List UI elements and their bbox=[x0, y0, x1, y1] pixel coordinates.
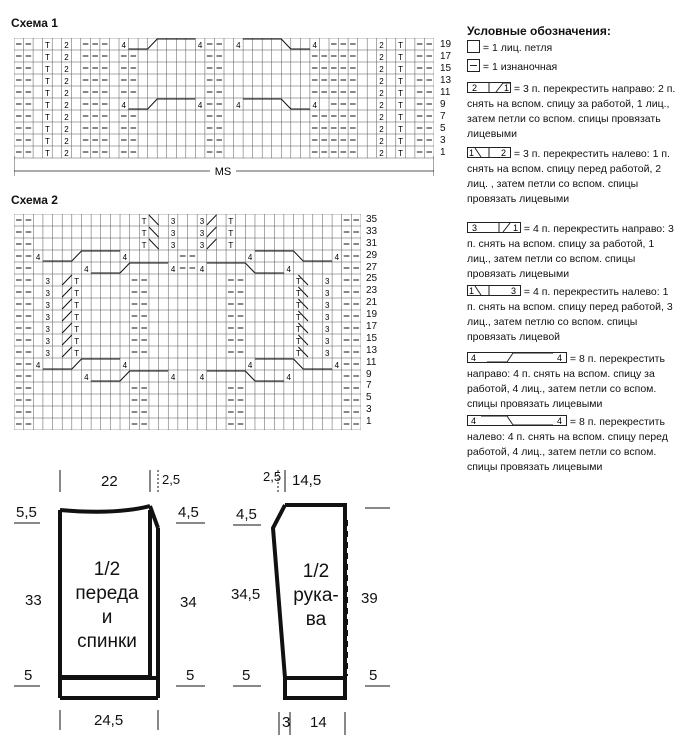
row-number: 23 bbox=[366, 285, 378, 297]
legend-item-text: = 8 п. перекрестить направо: 4 п. снять на вспом. спицу за работой, 4 лиц., затем петли со вспом. спицы провязать лицевыми bbox=[467, 353, 665, 410]
row-number: 25 bbox=[366, 273, 378, 285]
cable-line bbox=[281, 39, 291, 49]
cell-label: 3 bbox=[45, 325, 50, 334]
row-number: 3 bbox=[366, 404, 372, 416]
cell-label: T bbox=[44, 113, 50, 122]
row-number: 15 bbox=[366, 332, 378, 344]
cable-line bbox=[62, 299, 72, 309]
cable-line bbox=[148, 39, 158, 49]
cell-label: T bbox=[44, 125, 50, 134]
cell-label: 4 bbox=[121, 101, 126, 110]
body-right-height: 34 bbox=[180, 594, 197, 611]
cell-label: T bbox=[228, 229, 234, 238]
scheme1-chart bbox=[14, 38, 434, 188]
cell-label: T bbox=[295, 301, 301, 310]
cell-label: 2 bbox=[64, 89, 69, 98]
ms-label: MS bbox=[214, 166, 232, 178]
cell-label: T bbox=[398, 77, 404, 86]
legend-item-text: = 4 п. перекрестить налево: 1 п. снять на вспом. спицу перед работой, 3 лиц., затем петлю со вспом. спицы провязать лицевой bbox=[467, 286, 673, 343]
row-number: 7 bbox=[440, 111, 446, 122]
cable-line bbox=[62, 323, 72, 333]
cell-label: 4 bbox=[35, 361, 41, 370]
body-left-height: 33 bbox=[25, 592, 42, 609]
legend-item bbox=[467, 352, 677, 412]
sleeve-bottom-width: 14 bbox=[310, 714, 327, 731]
svg-text:4: 4 bbox=[557, 416, 563, 426]
cell-label: 4 bbox=[121, 41, 126, 50]
cell-label: 2 bbox=[64, 41, 69, 50]
cable-line bbox=[120, 263, 130, 273]
cable-line bbox=[294, 359, 304, 369]
scheme2-title: Схема 2 bbox=[11, 193, 58, 207]
svg-text:2: 2 bbox=[501, 148, 507, 158]
cell-label: T bbox=[295, 277, 301, 286]
cable-line bbox=[62, 335, 72, 345]
row-number: 11 bbox=[440, 87, 451, 98]
legend-title: Условные обозначения: bbox=[467, 24, 611, 38]
row-number: 15 bbox=[440, 63, 452, 74]
cell-label: 3 bbox=[325, 289, 330, 298]
cable-line bbox=[207, 227, 217, 237]
cell-label: T bbox=[398, 125, 404, 134]
cell-label: 2 bbox=[64, 149, 69, 158]
cell-label: 4 bbox=[170, 265, 176, 274]
cell-label: T bbox=[295, 325, 301, 334]
cell-label: T bbox=[44, 41, 50, 50]
svg-text:1: 1 bbox=[513, 223, 519, 233]
cell-label: T bbox=[44, 89, 50, 98]
cell-label: 3 bbox=[199, 229, 205, 238]
cable-line bbox=[281, 99, 291, 109]
cell-label: T bbox=[398, 41, 404, 50]
cell-label: 3 bbox=[45, 337, 50, 346]
cell-label: T bbox=[74, 313, 80, 322]
row-number: 27 bbox=[366, 261, 378, 273]
cell-label: T bbox=[141, 217, 147, 226]
row-number: 33 bbox=[366, 225, 378, 237]
cell-label: 4 bbox=[199, 373, 205, 382]
cell-label: 4 bbox=[122, 253, 128, 262]
cell-label: 2 bbox=[379, 125, 384, 134]
sleeve-label bbox=[286, 560, 346, 632]
body-label bbox=[66, 558, 148, 654]
cell-label: 4 bbox=[286, 373, 291, 382]
cell-label: 2 bbox=[64, 137, 69, 146]
cell-label: 4 bbox=[247, 361, 253, 370]
cable-line bbox=[62, 311, 72, 321]
body-right-bottom: 5 bbox=[186, 667, 195, 684]
cell-label: 4 bbox=[84, 265, 89, 274]
cable-line bbox=[120, 371, 130, 381]
cell-label: 4 bbox=[236, 41, 241, 50]
cross-left-8-icon bbox=[467, 415, 567, 426]
cable-line bbox=[72, 251, 82, 261]
cell-label: 4 bbox=[334, 253, 340, 262]
body-left-bottom: 5 bbox=[24, 667, 33, 684]
cell-label: 3 bbox=[170, 229, 176, 238]
cell-label: 4 bbox=[197, 41, 203, 50]
cable-line bbox=[149, 215, 159, 225]
scheme2-chart bbox=[14, 214, 361, 430]
cable-line bbox=[207, 239, 217, 249]
row-number: 31 bbox=[366, 237, 378, 249]
cross-right-8-icon bbox=[467, 352, 567, 363]
cell-label: 2 bbox=[379, 65, 384, 74]
cell-label: 2 bbox=[379, 77, 384, 86]
svg-text:1: 1 bbox=[504, 83, 510, 93]
legend-knit-text: = 1 лиц. петля bbox=[482, 42, 553, 54]
cell-label: 3 bbox=[170, 241, 176, 250]
legend-item bbox=[467, 415, 677, 475]
body-right-top: 4,5 bbox=[178, 504, 199, 521]
body-neck-width: 2,5 bbox=[162, 472, 181, 487]
cell-label: T bbox=[74, 349, 80, 358]
cell-label: T bbox=[295, 337, 301, 346]
cell-label: 3 bbox=[325, 325, 330, 334]
cell-label: T bbox=[74, 289, 80, 298]
cell-label: T bbox=[74, 301, 80, 310]
row-number: 19 bbox=[366, 309, 378, 321]
cell-label: 4 bbox=[236, 101, 241, 110]
cell-label: 3 bbox=[199, 241, 205, 250]
cell-label: 3 bbox=[45, 313, 50, 322]
legend-item bbox=[467, 82, 677, 142]
cell-label: 4 bbox=[35, 253, 41, 262]
body-label-line: 1/2 bbox=[93, 559, 121, 580]
cable-line bbox=[148, 99, 158, 109]
legend-item-text: = 3 п. перекрестить направо: 2 п. снять на вспом. спицу за работой, 1 лиц., затем петли со вспом. спицы провязать лицевыми bbox=[467, 83, 676, 140]
cell-label: 3 bbox=[170, 217, 176, 226]
legend-purl-text: = 1 изнаночная bbox=[482, 61, 558, 73]
cell-label: 4 bbox=[122, 361, 128, 370]
cell-label: T bbox=[44, 77, 50, 86]
svg-text:3: 3 bbox=[511, 286, 517, 296]
cell-label: 2 bbox=[64, 53, 69, 62]
row-number: 5 bbox=[366, 392, 372, 404]
svg-text:2: 2 bbox=[472, 83, 478, 93]
cell-label: 2 bbox=[64, 113, 69, 122]
cell-label: 2 bbox=[379, 137, 384, 146]
row-number: 5 bbox=[440, 123, 446, 134]
row-number: 13 bbox=[440, 75, 452, 86]
cell-label: 4 bbox=[199, 265, 205, 274]
legend-item-text: = 4 п. перекрестить направо: 3 п. снять на вспом. спицу за работой, 1 лиц., затем петли со вспом. спицы провязать лицевыми bbox=[467, 223, 674, 280]
cell-label: 3 bbox=[45, 289, 50, 298]
cell-label: 3 bbox=[325, 301, 330, 310]
sleeve-label-line: 1/2 bbox=[302, 561, 330, 582]
cell-label: T bbox=[44, 53, 50, 62]
cell-label: 3 bbox=[325, 337, 330, 346]
sleeve-bottom-offset: 3 bbox=[282, 714, 291, 731]
cell-label: 4 bbox=[334, 361, 340, 370]
cell-label: T bbox=[398, 113, 404, 122]
cable-line bbox=[245, 371, 255, 381]
row-number: 11 bbox=[366, 356, 377, 368]
svg-text:3: 3 bbox=[472, 223, 478, 233]
cell-label: 2 bbox=[64, 125, 69, 134]
cell-label: T bbox=[44, 149, 50, 158]
row-number: 7 bbox=[366, 380, 372, 392]
sleeve-label-line: рука- bbox=[293, 585, 339, 606]
cable-line bbox=[207, 215, 217, 225]
svg-text:4: 4 bbox=[471, 416, 477, 426]
row-number: 17 bbox=[440, 51, 452, 62]
cell-label: 4 bbox=[197, 101, 203, 110]
cable-line bbox=[149, 227, 159, 237]
cell-label: 2 bbox=[64, 101, 69, 110]
row-number: 9 bbox=[366, 368, 372, 380]
sleeve-top-offset: 2,5 bbox=[263, 469, 282, 484]
cross-right-3-icon bbox=[467, 82, 511, 93]
knit-symbol-icon bbox=[467, 40, 480, 53]
cell-label: 3 bbox=[325, 313, 330, 322]
cell-label: 3 bbox=[45, 349, 50, 358]
legend-item bbox=[467, 285, 677, 345]
svg-text:1: 1 bbox=[469, 286, 475, 296]
cell-label: 2 bbox=[64, 77, 69, 86]
row-number: 21 bbox=[366, 297, 378, 309]
svg-text:4: 4 bbox=[471, 353, 477, 363]
row-number: 29 bbox=[366, 249, 378, 261]
cell-label: 2 bbox=[379, 53, 384, 62]
body-label-line: спинки bbox=[77, 631, 137, 652]
cell-label: T bbox=[398, 149, 404, 158]
cell-label: T bbox=[295, 289, 301, 298]
row-number: 19 bbox=[440, 39, 452, 50]
cable-line bbox=[62, 347, 72, 357]
cell-label: T bbox=[398, 101, 404, 110]
body-bottom-width: 24,5 bbox=[94, 712, 124, 729]
row-number: 1 bbox=[440, 147, 446, 158]
cell-label: 3 bbox=[199, 217, 205, 226]
cell-label: T bbox=[295, 349, 301, 358]
cell-label: T bbox=[74, 337, 80, 346]
cell-label: 2 bbox=[64, 65, 69, 74]
body-label-line: переда bbox=[75, 583, 139, 604]
cell-label: T bbox=[44, 137, 50, 146]
legend-item bbox=[467, 222, 677, 282]
purl-symbol-icon bbox=[467, 59, 480, 72]
legend-purl bbox=[467, 59, 687, 75]
svg-text:1: 1 bbox=[469, 148, 475, 158]
cell-label: 4 bbox=[312, 101, 317, 110]
cell-label: T bbox=[44, 65, 50, 74]
cell-label: T bbox=[295, 313, 301, 322]
row-number: 13 bbox=[366, 344, 378, 356]
body-left-top: 5,5 bbox=[16, 504, 37, 521]
scheme1-row-numbers bbox=[440, 40, 451, 160]
cell-label: 2 bbox=[379, 149, 384, 158]
cell-label: 3 bbox=[45, 301, 50, 310]
cell-label: T bbox=[141, 229, 147, 238]
cell-label: T bbox=[398, 65, 404, 74]
cell-label: T bbox=[74, 325, 80, 334]
cell-label: 4 bbox=[247, 253, 253, 262]
cell-label: T bbox=[141, 241, 147, 250]
sleeve-left-height: 34,5 bbox=[231, 586, 261, 603]
row-number: 9 bbox=[440, 99, 446, 110]
cell-label: 2 bbox=[379, 41, 384, 50]
row-number: 1 bbox=[366, 416, 372, 428]
cross-right-4-icon bbox=[467, 222, 521, 233]
sleeve-right-bottom: 5 bbox=[369, 667, 378, 684]
cell-label: T bbox=[398, 137, 404, 146]
legend-item-text: = 3 п. перекрестить налево: 1 п. снять на вспом. спицу перед работой, 2 лиц. , затем петли со вспом. спицы провязать лицевыми bbox=[467, 148, 670, 205]
sleeve-right-height: 39 bbox=[361, 590, 378, 607]
cell-label: T bbox=[228, 217, 234, 226]
body-top-width: 22 bbox=[101, 473, 118, 490]
cross-left-3-icon bbox=[467, 147, 511, 158]
cell-label: 4 bbox=[286, 265, 291, 274]
cell-label: T bbox=[398, 89, 404, 98]
sleeve-top-width: 14,5 bbox=[292, 472, 322, 489]
row-number: 17 bbox=[366, 321, 378, 333]
body-label-line: и bbox=[101, 607, 113, 628]
row-number: 35 bbox=[366, 214, 378, 225]
cell-label: 2 bbox=[379, 89, 384, 98]
cell-label: 4 bbox=[170, 373, 176, 382]
cable-line bbox=[149, 239, 159, 249]
cable-line bbox=[245, 263, 255, 273]
cable-line bbox=[72, 359, 82, 369]
cable-line bbox=[294, 251, 304, 261]
legend-item-text: = 8 п. перекрестить налево: 4 п. снять на вспом. спицу перед работой, 4 лиц., затем петли со вспом. спицы провязать лицевыми bbox=[467, 416, 668, 473]
cell-label: 3 bbox=[45, 277, 50, 286]
sleeve-left-bottom: 5 bbox=[242, 667, 251, 684]
cell-label: 2 bbox=[379, 113, 384, 122]
cell-label: T bbox=[74, 277, 80, 286]
cell-label: 4 bbox=[84, 373, 89, 382]
cell-label: 3 bbox=[325, 277, 330, 286]
sleeve-left-top: 4,5 bbox=[236, 506, 257, 523]
cell-label: T bbox=[398, 53, 404, 62]
scheme1-title: Схема 1 bbox=[11, 16, 58, 30]
cell-label: T bbox=[228, 241, 234, 250]
cell-label: 3 bbox=[325, 349, 330, 358]
scheme2-row-numbers bbox=[366, 215, 377, 429]
cable-line bbox=[62, 275, 72, 285]
svg-text:4: 4 bbox=[557, 353, 563, 363]
legend-item bbox=[467, 147, 677, 207]
cell-label: 4 bbox=[312, 41, 317, 50]
legend-knit bbox=[467, 40, 687, 56]
cross-left-4-icon bbox=[467, 285, 521, 296]
row-number: 3 bbox=[440, 135, 446, 146]
sleeve-label-line: ва bbox=[305, 609, 327, 630]
cell-label: 2 bbox=[379, 101, 384, 110]
cell-label: T bbox=[44, 101, 50, 110]
cable-line bbox=[62, 287, 72, 297]
